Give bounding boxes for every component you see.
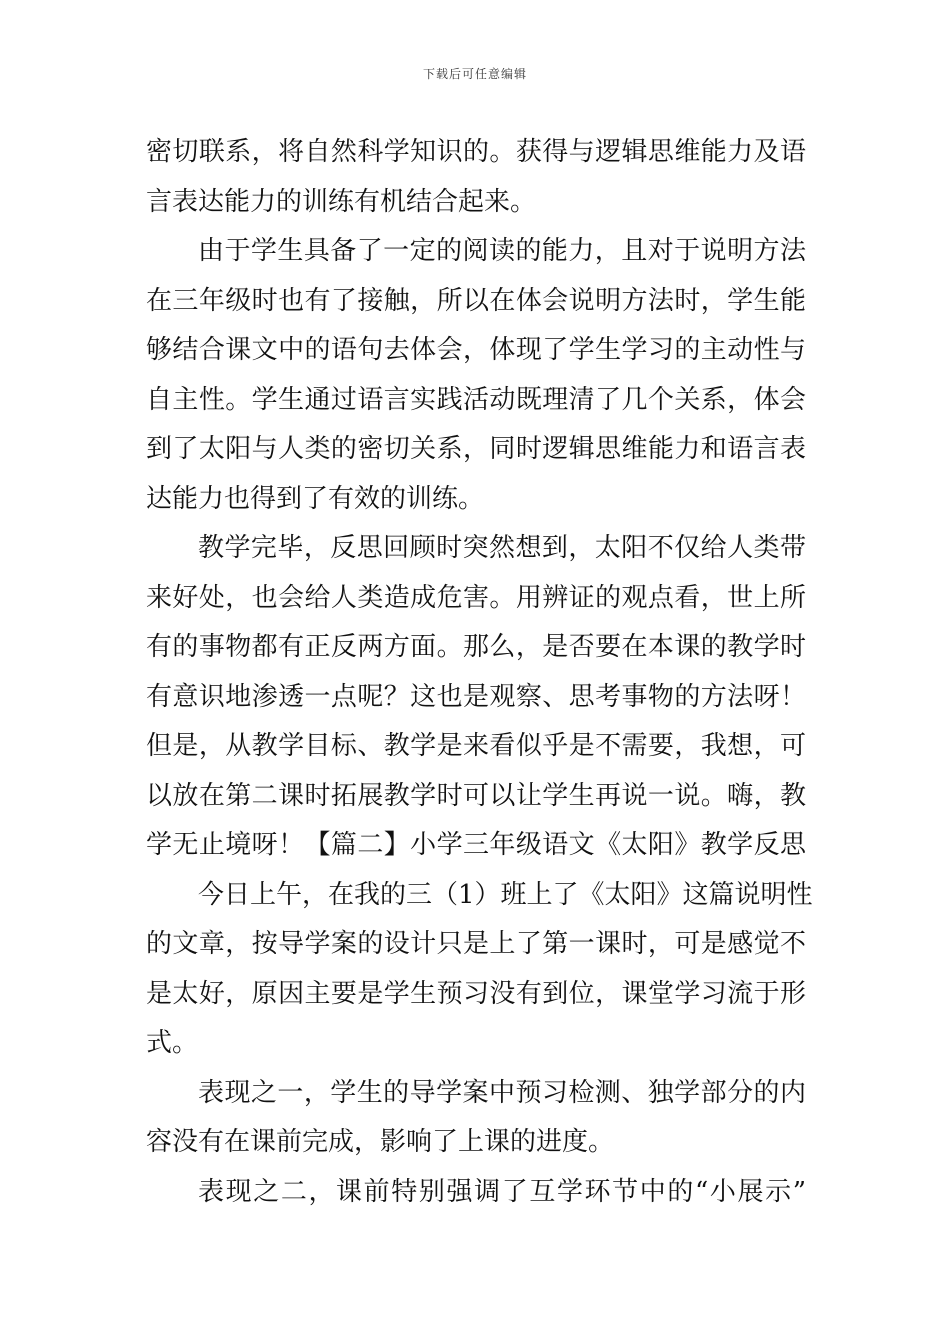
text-line: 的文章，按导学案的设计只是上了第一课时，可是感觉不 — [146, 929, 806, 959]
text-line: 以放在第二课时拓展教学时可以让学生再说一说。嗨，教 — [146, 780, 806, 811]
text-line: 到了太阳与人类的密切关系，同时逻辑思维能力和语言表 — [146, 434, 806, 464]
text-line: 在三年级时也有了接触，所以在体会说明方法时，学生能 — [146, 285, 806, 316]
text-line: 达能力也得到了有效的训练。 — [146, 483, 485, 514]
text-line: 由于学生具备了一定的阅读的能力，且对于说明方法 — [198, 236, 806, 266]
text-line: 教学完毕，反思回顾时突然想到，太阳不仅给人类带 — [198, 533, 806, 563]
text-line: 自主性。学生通过语言实践活动既理清了几个关系，体会 — [146, 384, 806, 415]
text-line: 有意识地渗透一点呢？这也是观察、思考事物的方法呀！ — [146, 681, 806, 712]
document-body — [146, 128, 813, 1217]
text-line: 学无止境呀！【篇二】小学三年级语文《太阳》教学反思 — [146, 830, 806, 860]
text-line: 够结合课文中的语句去体会，体现了学生学习的主动性与 — [146, 335, 806, 365]
text-line: 密切联系，将自然科学知识的。获得与逻辑思维能力及语 — [146, 137, 806, 167]
text-line: 言表达能力的训练有机结合起来。 — [146, 186, 537, 217]
text-line: 是太好，原因主要是学生预习没有到位，课堂学习流于形 — [146, 978, 806, 1009]
text-line: 容没有在课前完成，影响了上课的进度。 — [146, 1127, 615, 1157]
page-header-note: 下载后可任意编辑 — [422, 67, 527, 81]
text-line: 有的事物都有正反两方面。那么，是否要在本课的教学时 — [146, 632, 806, 662]
text-line: 今日上午，在我的三（1）班上了《太阳》这篇说明性 — [198, 879, 813, 910]
text-line: 式。 — [146, 1028, 199, 1058]
text-line: 表现之二，课前特别强调了互学环节中的“小展示” — [198, 1176, 806, 1207]
text-line: 来好处，也会给人类造成危害。用辨证的观点看，世上所 — [146, 582, 806, 613]
text-line: 表现之一，学生的导学案中预习检测、独学部分的内 — [198, 1077, 806, 1108]
text-line: 但是，从教学目标、教学是来看似乎是不需要，我想，可 — [146, 731, 806, 761]
